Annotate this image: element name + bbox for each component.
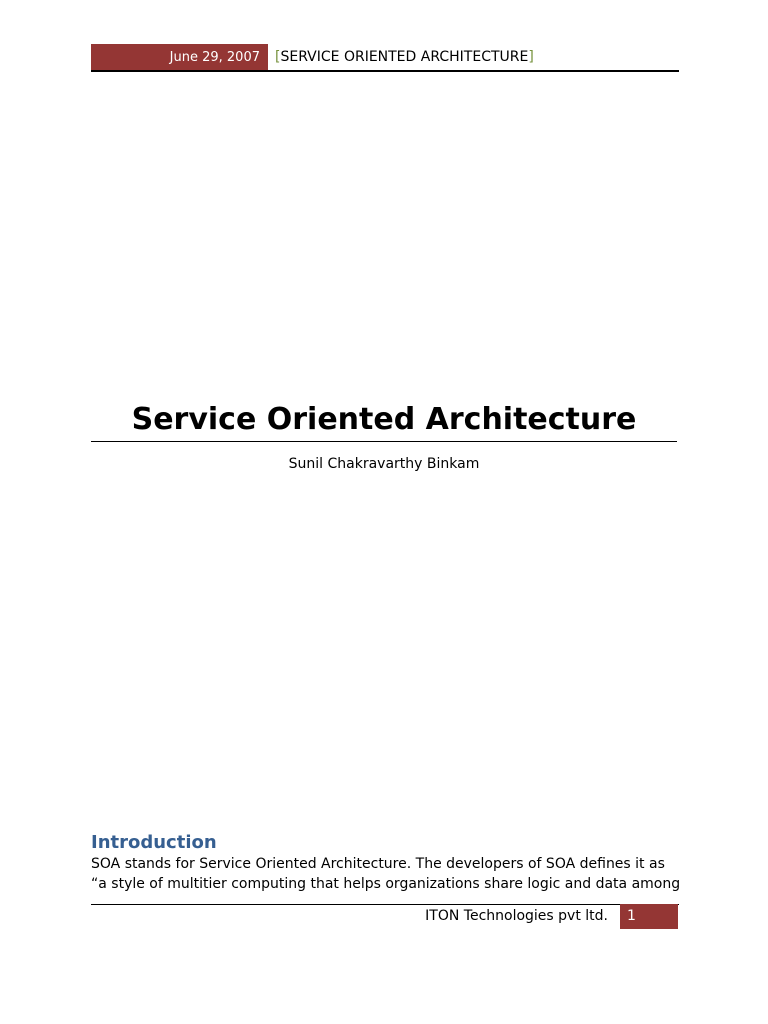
document-author: Sunil Chakravarthy Binkam	[288, 456, 480, 472]
header-title	[275, 44, 534, 71]
body-text-line: “a style of multitier computing that helps organizations share logic and data among	[91, 876, 681, 892]
document-title: Service Oriented Architecture	[131, 402, 637, 437]
page-number: 1	[620, 904, 678, 929]
header-open-bracket: [	[275, 49, 281, 65]
header-divider	[91, 70, 679, 72]
header-title-text: SERVICE ORIENTED ARCHITECTURE	[280, 49, 529, 65]
footer-company: ITON Technologies pvt ltd.	[425, 908, 608, 924]
title-divider	[91, 441, 677, 442]
introduction-heading: Introduction	[91, 832, 217, 853]
header-close-bracket: ]	[528, 49, 534, 65]
body-text-line: SOA stands for Service Oriented Architecture. The developers of SOA defines it as	[91, 856, 665, 872]
header-date: June 29, 2007	[91, 44, 268, 71]
